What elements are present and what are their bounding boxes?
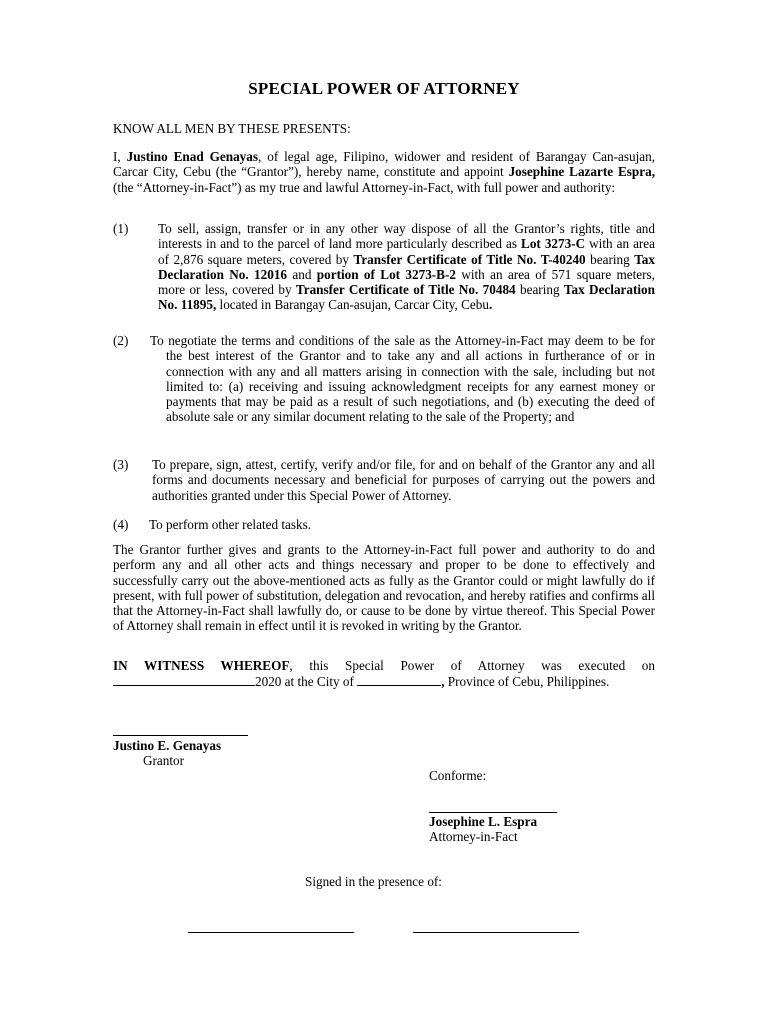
witness-signature-line-1	[188, 932, 354, 933]
power-item-4	[113, 517, 655, 532]
item-text: To prepare, sign, attest, certify, verify and/or file, for and on behalf of the Grantor any and all forms and documents necessary and beneficial for purposes of carrying out the powers and authorities granted under this Special Power of Attorney.	[152, 457, 655, 503]
document-title: SPECIAL POWER OF ATTORNEY	[248, 79, 520, 98]
item-text-run: with an area of 2,876 square meters, covered by	[158, 236, 656, 267]
attorney-name: Josephine L. Espra	[429, 814, 538, 829]
item-text: To negotiate the terms and conditions of the sale as the Attorney-in-Fact may deem to be for the best interest of the Grantor and to take any and all actions in furtherance of or in connection with any and all matters arising in connection with the sale, including but not limited to: (a) receiving and issuing acknowledgment receipts for any earnest money or payments that may be paid as a result of such negotiations, and (b) executing the deed of absolute sale or any similar document relating to the sale of the Property; and	[150, 333, 655, 425]
attorney-full-name: Josephine Lazarte Espra,	[508, 164, 655, 180]
presence-label: Signed in the presence of:	[305, 874, 442, 889]
lot-portion: portion of Lot 3273-B-2	[316, 266, 456, 282]
item-text-run: bearing	[515, 282, 564, 298]
witness-signature-line-2	[413, 932, 579, 933]
power-item-1	[113, 221, 655, 313]
witness-text: ,	[441, 674, 445, 690]
power-item-2	[113, 333, 655, 425]
item-number: (3)	[113, 457, 129, 472]
know-all-heading: KNOW ALL MEN BY THESE PRESENTS:	[113, 121, 351, 136]
grantor-role: Grantor	[143, 753, 185, 768]
witness-heading: IN WITNESS WHEREOF	[113, 658, 290, 673]
witness-text: , this Special Power of Attorney was executed on	[289, 658, 655, 673]
grantor-signature-line	[113, 735, 248, 736]
city-blank	[357, 673, 441, 686]
grantor-name: Justino E. Genayas	[113, 738, 222, 753]
witness-paragraph	[113, 658, 655, 690]
grantor-full-name: Justino Enad Genayas	[126, 149, 258, 164]
title-number: Transfer Certificate of Title No. 70484	[295, 282, 516, 298]
date-blank	[113, 673, 255, 686]
witness-text: Province of Cebu, Philippines.	[444, 674, 610, 690]
item-text-run: and	[287, 266, 317, 282]
witness-line-2	[113, 673, 655, 689]
intro-text: (the “Attorney-in-Fact”) as my true and lawful Attorney-in-Fact, with full power and authority:	[113, 179, 616, 195]
item-text-run: located in Barangay Can-asujan, Carcar City, Cebu	[216, 297, 489, 313]
witness-text: 2020 at the City of	[255, 674, 358, 690]
item-text-run: bearing	[585, 251, 635, 267]
tax-declaration: Tax Declaration No. 11895,	[158, 282, 655, 313]
conforme-label: Conforme:	[429, 768, 487, 783]
item-number: (4)	[113, 517, 129, 532]
intro-text: I,	[113, 149, 127, 164]
attorney-signature-line	[429, 812, 557, 813]
item-number: (1)	[113, 221, 129, 236]
item-text: To perform other related tasks.	[149, 517, 312, 532]
item-text-run: To sell, assign, transfer or in any other way dispose of all the Grantor’s rights, title and interests in and to the parcel of land more particularly described as	[158, 221, 655, 252]
intro-text: , of legal age, Filipino, widower and resident of Barangay Can-asujan, Carcar City, Cebu (the “Grantor”), hereby name, constitute and appoint	[113, 149, 655, 180]
item-text	[158, 221, 655, 313]
item-text-run: .	[488, 297, 493, 313]
item-number: (2)	[113, 333, 129, 348]
item-text-run: with an area of 571 square meters, more or less, covered by	[158, 266, 655, 298]
lot-number: Lot 3273-C	[521, 236, 586, 252]
attorney-role: Attorney-in-Fact	[429, 829, 518, 844]
power-item-3	[113, 457, 655, 503]
title-number: Transfer Certificate of Title No. T-40240	[353, 251, 586, 267]
grantor-paragraph: The Grantor further gives and grants to the Attorney-in-Fact full power and authority to do and perform any and all other acts and things necessary and proper to be done to effectively and successfully carry out the above-mentioned acts as fully as the Grantor could or might lawfully do if present, with full power of substitution, delegation and revocation, and hereby ratifies and confirms all that the Attorney-in-Fact shall lawfully do, or cause to be done by virtue thereof. This Special Power of Attorney shall remain in effect until it is revoked in writing by the Grantor.	[113, 542, 655, 634]
tax-declaration: Tax Declaration No. 12016	[158, 251, 655, 282]
witness-line-1	[113, 658, 655, 673]
intro-paragraph	[113, 149, 655, 195]
